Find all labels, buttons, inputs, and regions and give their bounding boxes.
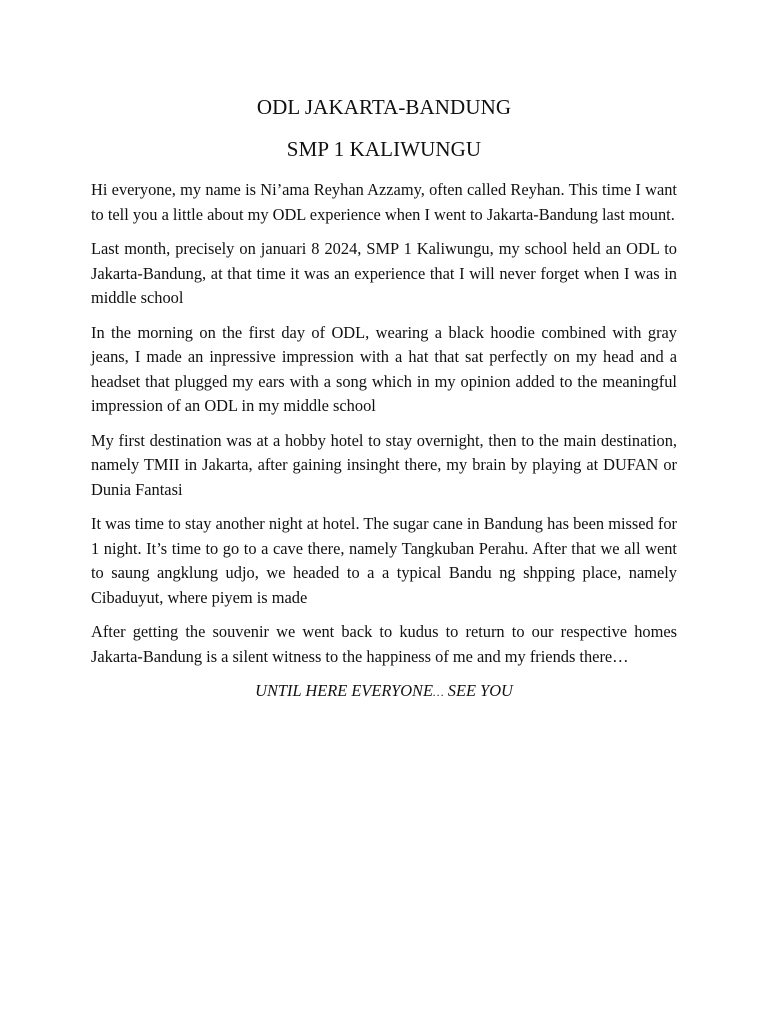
closing-text-start: UNTIL HERE EVERYONE: [255, 681, 433, 700]
document-title: ODL JAKARTA-BANDUNG: [256, 95, 512, 119]
document-body: [91, 92, 677, 704]
paragraph-first-destination: My first destination was at a hobby hotel to stay overnight, then to the main destination, namely TMII in Jakarta, after gaining insinght there, my brain by playing at DUFAN or Dunia Fantasi: [91, 430, 677, 499]
paragraph-first-day: In the morning on the first day of ODL, wearing a black hoodie combined with gray jeans, I made an inpressive impression with a hat that sat perfectly on my head and a headset that plugged my ears with a song which in my opinion added to the meaningful impression of an ODL in my middle school: [91, 322, 677, 415]
closing-line: [91, 679, 677, 704]
closing-ellipsis: …: [433, 685, 444, 699]
paragraph-last-month: Last month, precisely on januari 8 2024, SMP 1 Kaliwungu, my school held an ODL to Jakarta-Bandung, at that time it was an experience that I will never forget when I was in middle school: [91, 239, 677, 307]
paragraph-return-home: After getting the souvenir we went back to kudus to return to our respective homes Jakarta-Bandung is a silent witness to the happiness of me and my friends there…: [91, 622, 677, 666]
closing-text-end: SEE YOU: [443, 681, 513, 700]
document-subtitle: SMP 1 KALIWUNGU: [286, 137, 482, 161]
paragraph-intro: Hi everyone, my name is Ni’ama Reyhan Azzamy, often called Reyhan. This time I want to tell you a little about my ODL experience when I went to Jakarta-Bandung last mount.: [91, 180, 677, 224]
paragraph-bandung: It was time to stay another night at hotel. The sugar cane in Bandung has been missed for 1 night. It’s time to go to a cave there, namely Tangkuban Perahu. After that we all went to saung angklung udjo, we headed to a a typical Bandu ng shpping place, namely Cibaduyut, where piyem is made: [91, 514, 677, 607]
